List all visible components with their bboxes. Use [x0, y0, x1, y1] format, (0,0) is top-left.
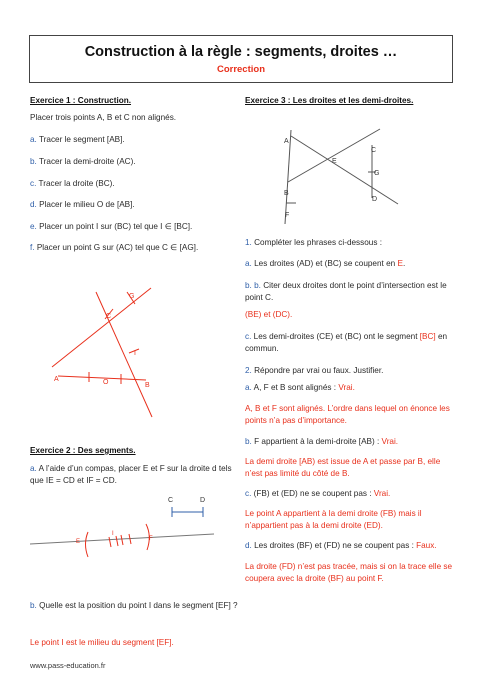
ex3-q1: 1. Compléter les phrases ci-dessous :: [245, 238, 382, 247]
ex3-q2a: a. A, F et B sont alignés : Vrai.: [245, 383, 355, 392]
label-a: A: [284, 138, 289, 145]
ex3-q2a-justif: A, B et F sont alignés. L’ordre dans lequel on énonce les points n’a pas d’importance.: [245, 404, 450, 425]
ex3-q1a: a. Les droites (AD) et (BC) se coupent en E.: [245, 259, 406, 268]
ex2-heading: Exercice 2 : Des segments.: [30, 446, 136, 455]
mark-3: [121, 535, 123, 545]
ex2-figure: [30, 520, 220, 570]
ex3-q1b: b. b. Citer deux droites dont le point d’intersection est le point C.: [245, 281, 447, 302]
ex1-item: c. Tracer la droite (BC).: [30, 179, 115, 188]
label-c: C: [106, 313, 112, 320]
ex3-q1c: c. Les demi-droites (CE) et (BC) ont le segment [BC] en commun.: [245, 332, 448, 353]
mark-2: [116, 536, 118, 546]
label-g: G: [129, 293, 135, 300]
label-b: B: [145, 382, 150, 389]
ex3-q2c: c. (FB) et (ED) ne se coupent pas : Vrai.: [245, 489, 391, 498]
label-i: I: [134, 350, 136, 357]
ex3-figure: [262, 116, 407, 226]
label-e: E: [76, 539, 81, 545]
ex3-q2c-justif: Le point A appartient à la demi droite (FB) mais il n’appartient pas à la demi droite (ED).: [245, 509, 422, 530]
segment-ab: [58, 376, 146, 380]
ex2-answer-b: Le point I est le milieu du segment [EF].: [30, 638, 174, 647]
half-line-ac: [52, 288, 151, 367]
label-c: C: [168, 497, 174, 504]
line-ad: [291, 136, 398, 204]
arc-e: [86, 532, 89, 557]
ex3-q1b-answer: (BE) et (DC).: [245, 310, 293, 319]
line-bc: [96, 292, 152, 417]
ex3-heading: Exercice 3 : Les droites et les demi-droites.: [245, 96, 414, 105]
ex1-figure: [40, 282, 170, 422]
label-d: D: [200, 497, 206, 504]
label-d: D: [372, 196, 378, 203]
page-title: Construction à la règle : segments, droites …: [84, 44, 398, 60]
ex1-item: f. Placer un point G sur (AC) tel que C ∈ [AG].: [30, 243, 199, 252]
label-o: O: [103, 379, 109, 386]
mark-1: [109, 537, 111, 547]
label-i: I: [112, 531, 114, 537]
label-f: F: [149, 536, 153, 542]
label-e: E: [332, 158, 337, 165]
ex1-heading: Exercice 1 : Construction.: [30, 96, 132, 105]
label-b: B: [284, 190, 289, 197]
ex2-question-a: a. A l’aide d’un compas, placer E et F sur la droite d tels que IE = CD et IF = CD.: [30, 464, 232, 485]
ex3-q2d: d. Les droites (BF) et (FD) ne se coupent pas : Faux.: [245, 541, 437, 550]
cd-segment: [160, 490, 220, 520]
line-bc: [288, 129, 380, 182]
title-box: [29, 35, 453, 83]
ex3-q2d-justif: La droite (FD) n’est pas tracée, mais si on la trace elle se coupera avec la droite (BF) au point F.: [245, 562, 453, 583]
label-a: A: [54, 376, 59, 383]
ex1-item: a. Tracer le segment [AB].: [30, 135, 125, 144]
ex3-q2b: b. F appartient à la demi-droite [AB) : Vrai.: [245, 437, 399, 446]
footer-url: www.pass-education.fr: [30, 661, 106, 670]
label-c: C: [371, 147, 377, 154]
page-subtitle: Correction: [216, 64, 266, 75]
ex3-q2b-justif: La demi droite [AB) est issue de A et passe par B, elle n’est pas limité du côté de B.: [245, 457, 441, 478]
ex2-question-b: b. Quelle est la position du point I dans le segment [EF] ?: [30, 601, 238, 610]
label-g: G: [374, 170, 380, 177]
ex1-item: d. Placer le milieu O de [AB].: [30, 200, 135, 209]
ex3-q2: 2. Répondre par vrai ou faux. Justifier.: [245, 366, 384, 375]
ex1-intro: Placer trois points A, B et C non alignés.: [30, 113, 177, 122]
label-f: F: [285, 212, 290, 219]
ex1-item: e. Placer un point I sur (BC) tel que I ∈ [BC].: [30, 222, 193, 231]
ex1-item: b. Tracer la demi-droite (AC).: [30, 157, 136, 166]
